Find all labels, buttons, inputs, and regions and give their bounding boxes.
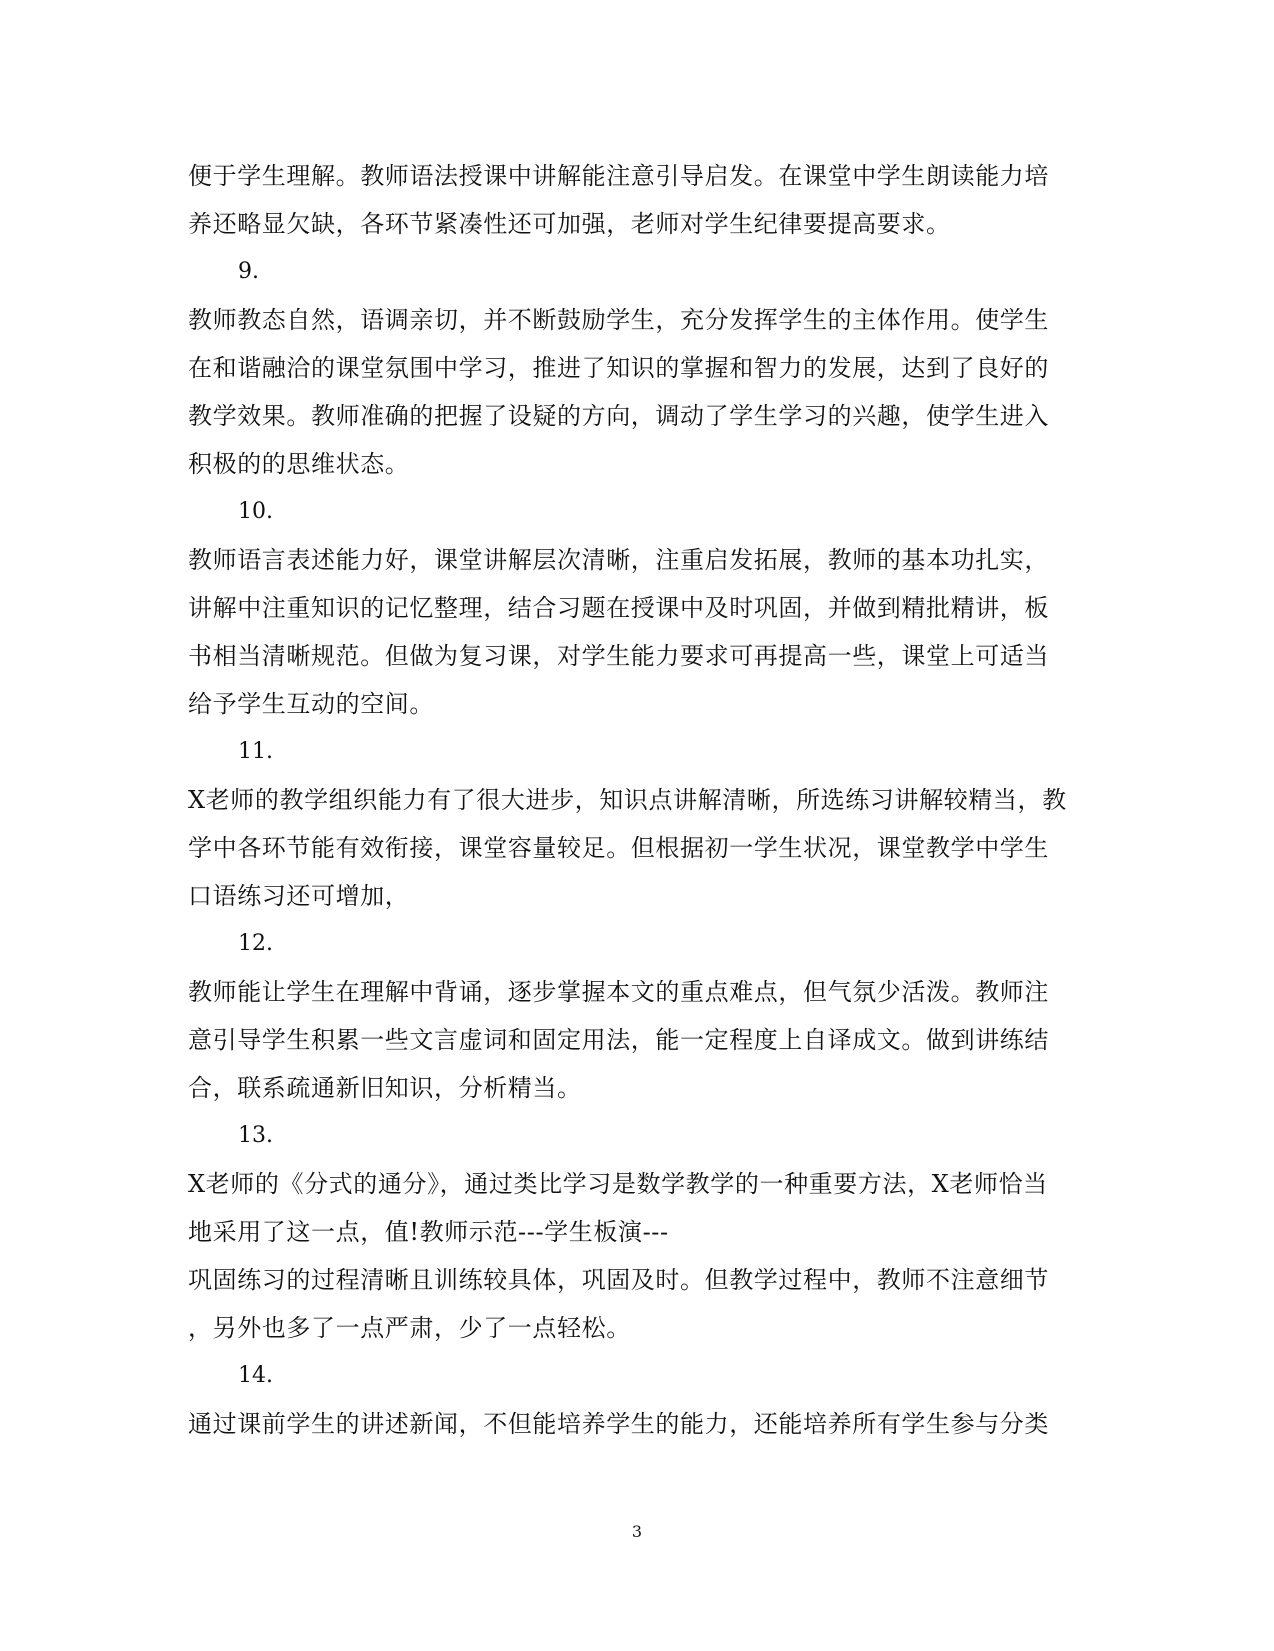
item-number: 10. <box>238 499 273 524</box>
text-line: X老师的《分式的通分》，通过类比学习是数学教学的一种重要方法，X老师恰当 <box>188 1170 1048 1198</box>
text-line: 在和谐融洽的课堂氛围中学习，推进了知识的掌握和智力的发展，达到了良好的 <box>188 354 1049 382</box>
text-line: 通过课前学生的讲述新闻，不但能培养学生的能力，还能培养所有学生参与分类 <box>188 1410 1049 1438</box>
item-number: 12. <box>238 931 273 956</box>
item-number: 14. <box>238 1363 273 1388</box>
text-line: 教师教态自然，语调亲切，并不断鼓励学生，充分发挥学生的主体作用。使学生 <box>188 306 1049 334</box>
page-number: 3 <box>631 1522 643 1541</box>
text-line: 学中各环节能有效衔接，课堂容量较足。但根据初一学生状况，课堂教学中学生 <box>188 834 1049 862</box>
text-line: 教师语言表述能力好，课堂讲解层次清晰，注重启发拓展，教师的基本功扎实， <box>188 546 1049 574</box>
paragraph <box>188 296 1078 488</box>
text-line: 积极的的思维状态。 <box>188 450 410 478</box>
text-line: ，另外也多了一点严肃，少了一点轻松。 <box>188 1314 631 1342</box>
text-line: 养还略显欠缺，各环节紧凑性还可加强，老师对学生纪律要提高要求。 <box>188 210 951 238</box>
document-body <box>188 152 1078 1448</box>
paragraph <box>188 968 1078 1112</box>
item-number: 11. <box>238 739 273 764</box>
text-line: X老师的教学组织能力有了很大进步，知识点讲解清晰，所选练习讲解较精当，教 <box>188 786 1067 814</box>
text-line: 给予学生互动的空间。 <box>188 690 434 718</box>
paragraph <box>188 776 1078 920</box>
text-line: 讲解中注重知识的记忆整理，结合习题在授课中及时巩固，并做到精批精讲，板 <box>188 594 1049 622</box>
text-line: 地采用了这一点，值!教师示范---学生板演--- <box>188 1218 669 1246</box>
text-line: 书相当清晰规范。但做为复习课，对学生能力要求可再提高一些，课堂上可适当 <box>188 642 1049 670</box>
text-line: 教学效果。教师准确的把握了设疑的方向，调动了学生学习的兴趣，使学生进入 <box>188 402 1049 430</box>
text-line: 合，联系疏通新旧知识，分析精当。 <box>188 1074 582 1102</box>
text-line: 便于学生理解。教师语法授课中讲解能注意引导启发。在课堂中学生朗读能力培 <box>188 162 1049 190</box>
item-number: 13. <box>238 1123 273 1148</box>
text-line: 意引导学生积累一些文言虚词和固定用法，能一定程度上自译成文。做到讲练结 <box>188 1026 1049 1054</box>
paragraph <box>188 536 1078 728</box>
paragraph <box>188 1400 1078 1448</box>
text-line: 教师能让学生在理解中背诵，逐步掌握本文的重点难点，但气氛少活泼。教师注 <box>188 978 1049 1006</box>
paragraph <box>188 152 1078 248</box>
item-number: 9. <box>238 259 259 284</box>
text-line: 口语练习还可增加， <box>188 882 410 910</box>
text-line: 巩固练习的过程清晰且训练较具体，巩固及时。但教学过程中，教师不注意细节 <box>188 1266 1049 1294</box>
paragraph <box>188 1160 1078 1352</box>
